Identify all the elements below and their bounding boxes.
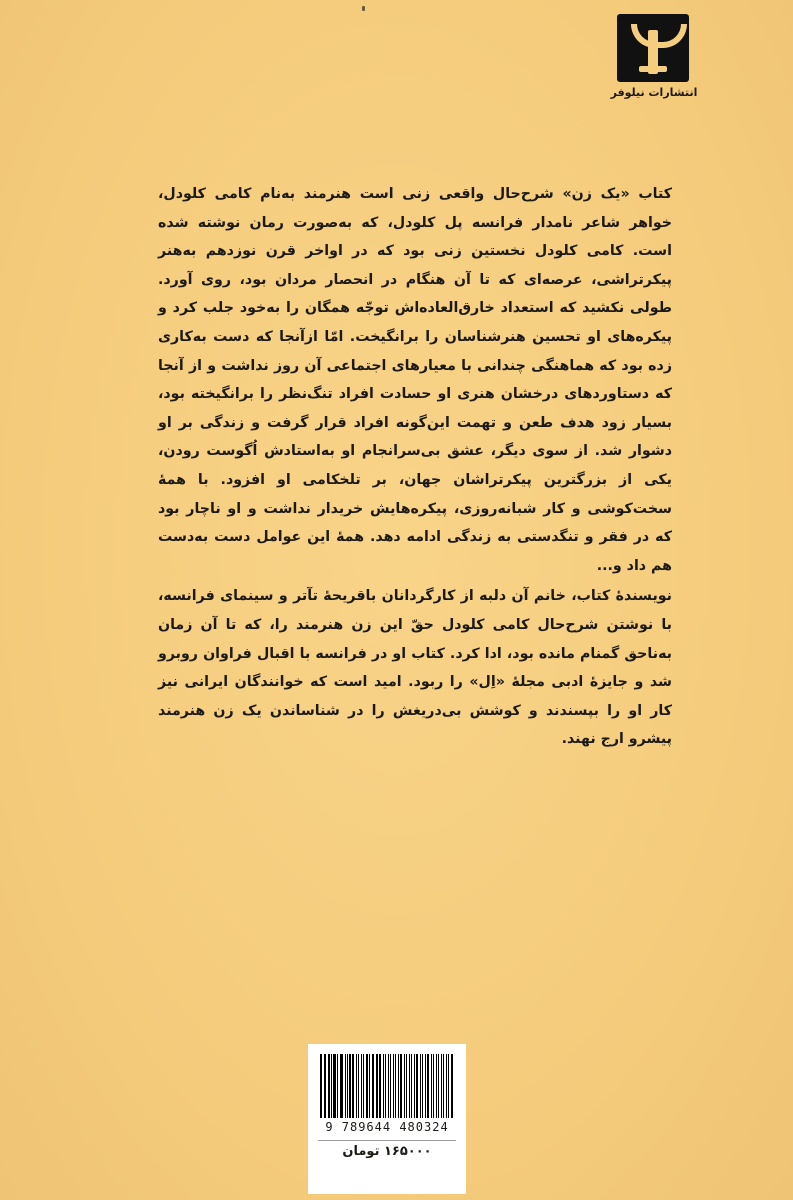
barcode-bar — [411, 1054, 412, 1118]
barcode-bar — [420, 1054, 422, 1118]
barcode-bar — [451, 1054, 453, 1118]
barcode-bar — [366, 1054, 368, 1118]
barcode-bar — [347, 1054, 348, 1118]
barcode-bars — [320, 1054, 454, 1118]
blurb-paragraph-2: نویسندهٔ کتاب، خانم آن دلبه از کارگردانان باقریحهٔ تآتر و سینمای فرانسه، با نوشتن شرح‌حال کامی کلودل حقّ این زن هنرمند را، که تا آن زمان به‌ناحق گمنام مانده بود، ادا کرد. کتاب او در فرانسه با اقبال فراوان روبرو شد و جایزهٔ ادبی مجلهٔ «اِل» را ربود. امید است که خوانندگان ایرانی نیز کار او را بپسندند و کوشش بی‌دریغش را در شناساندن یک زن هنرمند پیشرو ارج نهند. — [158, 588, 672, 748]
barcode-bar — [352, 1054, 354, 1118]
barcode-bar — [385, 1054, 386, 1118]
barcode-bar — [388, 1054, 390, 1118]
barcode-bar — [422, 1054, 423, 1118]
print-speck — [362, 6, 365, 11]
barcode-bar — [400, 1054, 402, 1118]
barcode-bar — [446, 1054, 447, 1118]
barcode-bar — [404, 1054, 405, 1118]
barcode-bar — [443, 1054, 445, 1118]
barcode-label — [308, 1044, 466, 1194]
publisher-name: انتشارات نیلوفر — [610, 86, 698, 99]
barcode-bar — [358, 1054, 359, 1118]
barcode-bar — [409, 1054, 411, 1118]
barcode-bar — [414, 1054, 415, 1118]
barcode-bar — [324, 1054, 325, 1118]
barcode-bar — [331, 1054, 332, 1118]
barcode-bar — [433, 1054, 434, 1118]
barcode-bar — [328, 1054, 330, 1118]
barcode-bar — [333, 1054, 335, 1118]
barcode-bar — [372, 1054, 373, 1118]
barcode-bar — [427, 1054, 429, 1118]
barcode-bar — [390, 1054, 391, 1118]
barcode-bar — [341, 1054, 343, 1118]
barcode-bar — [373, 1054, 374, 1118]
barcode-bar — [349, 1054, 351, 1118]
book-blurb — [158, 180, 672, 754]
label-divider — [318, 1140, 456, 1141]
barcode-bar — [363, 1054, 365, 1118]
barcode-bar — [406, 1054, 407, 1118]
barcode-bar — [436, 1054, 438, 1118]
barcode-bar — [393, 1054, 394, 1118]
barcode-bar — [325, 1054, 326, 1118]
barcode-bar — [441, 1054, 442, 1118]
barcode-bar — [425, 1054, 426, 1118]
barcode-bar — [416, 1054, 418, 1118]
barcode-bar — [320, 1054, 322, 1118]
barcode-bar — [431, 1054, 432, 1118]
price-label: ۱۶۵۰۰۰ تومان — [342, 1144, 432, 1159]
isbn-number: 9 789644 480324 — [325, 1120, 449, 1134]
barcode-bar — [361, 1054, 362, 1118]
barcode-bar — [448, 1054, 449, 1118]
blurb-paragraph-1: کتاب «یک زن» شرح‌حال واقعی زنی است هنرمند به‌نام کامی کلودل، خواهر شاعر نامدار فرانسه پل کلودل، که به‌صورت رمان نوشته شده است. کامی کلودل نخستین زنی بود که در اواخر قرن نوزدهم به‌هنر پیکرتراشی، عرصه‌ای که تا آن هنگام در انحصار مردان بود، روی آورد. طولی نکشید که استعداد خارق‌العاده‌اش توجّه همگان را به‌خود جلب کرد و پیکره‌های او تحسین هنرشناسان را برانگیخت. امّا ازآنجا که دست به‌کاری زده بود که هماهنگی چندانی با معیارهای اجتماعی آن روز نداشت و از آنجا که دستاوردهای درخشان هنری او حسادت افراد تنگ‌نظر را برانگیخته بود، بسیار زود هدف طعن و تهمت این‌گونه افراد قرار گرفت و زندگی بر او دشوار شد. از سوی دیگر، عشق بی‌سرانجام او به‌استادش اُگوست رودن، یکی از بزرگترین پیکرتراشان جهان، بر تلخکامی او افزود. با همهٔ سخت‌کوشی و کار شبانه‌روزی، پیکره‌هایش خریدار نداشت و او ناچار بود که در فقر و تنگدستی به زندگی ادامه دهد. همهٔ این عوامل دست به‌دست هم داد و... — [158, 186, 672, 574]
barcode-bar — [376, 1054, 378, 1118]
barcode-bar — [398, 1054, 399, 1118]
barcode-bar — [369, 1054, 370, 1118]
logo-cup-shape — [631, 24, 687, 48]
barcode-bar — [383, 1054, 384, 1118]
barcode-bar — [337, 1054, 338, 1118]
barcode-bar — [340, 1054, 341, 1118]
barcode-bar — [395, 1054, 397, 1118]
barcode-bar — [356, 1054, 357, 1118]
niloofar-logo-icon — [617, 14, 689, 82]
logo-base-shape — [639, 66, 667, 72]
barcode-bar — [345, 1054, 346, 1118]
barcode-bar — [438, 1054, 439, 1118]
barcode-bar — [379, 1054, 381, 1118]
